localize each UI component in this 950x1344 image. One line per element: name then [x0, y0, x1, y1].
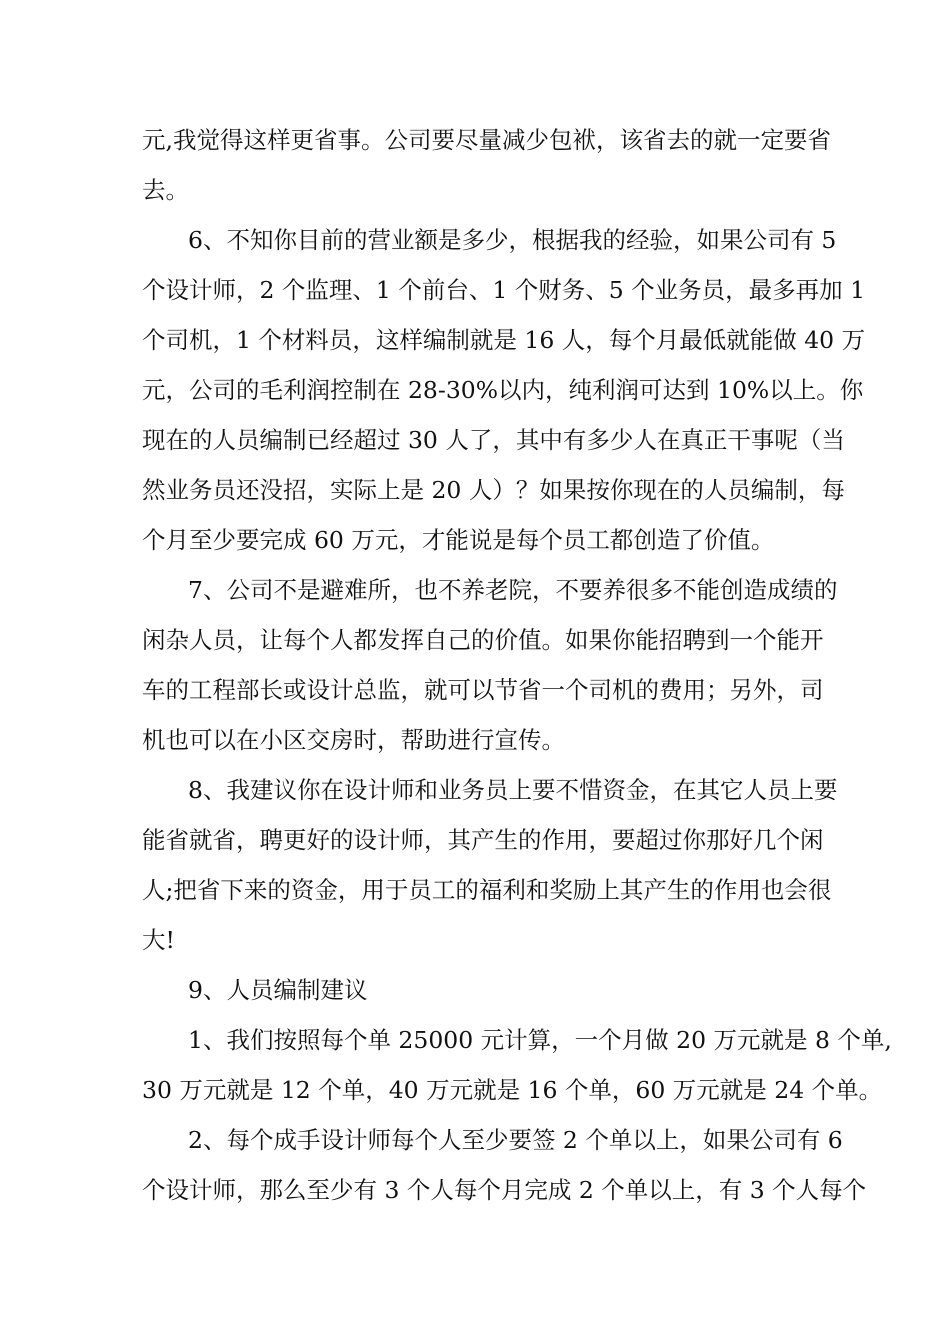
text-line: 个月至少要完成 60 万元，才能说是每个员工都创造了价值。: [142, 526, 775, 554]
text-line: 现在的人员编制已经超过 30 人了，其中有多少人在真正干事呢（当: [142, 426, 845, 454]
text-line: 能省就省，聘更好的设计师，其产生的作用，要超过你那好几个闲: [142, 826, 824, 854]
text-line: 2、每个成手设计师每个人至少要签 2 个单以上，如果公司有 6: [188, 1126, 843, 1154]
text-line: 元,我觉得这样更省事。公司要尽量减少包袱，该省去的就一定要省: [142, 126, 831, 154]
text-line: 8、我建议你在设计师和业务员上要不惜资金，在其它人员上要: [188, 776, 838, 804]
text-line: 闲杂人员，让每个人都发挥自己的价值。如果你能招聘到一个能开: [142, 626, 824, 654]
text-line: 去。: [142, 176, 189, 204]
text-line: 1、我们按照每个单 25000 元计算，一个月做 20 万元就是 8 个单,: [188, 1026, 892, 1054]
text-line: 6、不知你目前的营业额是多少，根据我的经验，如果公司有 5: [188, 226, 837, 254]
text-line: 人;把省下来的资金，用于员工的福利和奖励上其产生的作用也会很: [142, 876, 832, 904]
text-line: 30 万元就是 12 个单，40 万元就是 16 个单，60 万元就是 24 个单。: [142, 1076, 883, 1104]
text-line: 9、人员编制建议: [188, 976, 368, 1004]
text-line: 7、公司不是避难所，也不养老院，不要养很多不能创造成绩的: [188, 576, 838, 604]
text-line: 个设计师，那么至少有 3 个人每个月完成 2 个单以上，有 3 个人每个: [142, 1176, 867, 1204]
text-line: 机也可以在小区交房时，帮助进行宣传。: [142, 726, 565, 754]
text-line: 个设计师，2 个监理、1 个前台、1 个财务、5 个业务员，最多再加 1: [142, 276, 866, 304]
text-line: 然业务员还没招，实际上是 20 人）？如果按你现在的人员编制，每: [142, 476, 845, 504]
text-line: 大!: [142, 926, 175, 954]
text-line: 个司机，1 个材料员，这样编制就是 16 人，每个月最低就能做 40 万: [142, 326, 866, 354]
text-line: 车的工程部长或设计总监，就可以节省一个司机的费用；另外，司: [142, 676, 824, 704]
text-line: 元，公司的毛利润控制在 28-30%以内，纯利润可达到 10%以上。你: [142, 376, 864, 404]
